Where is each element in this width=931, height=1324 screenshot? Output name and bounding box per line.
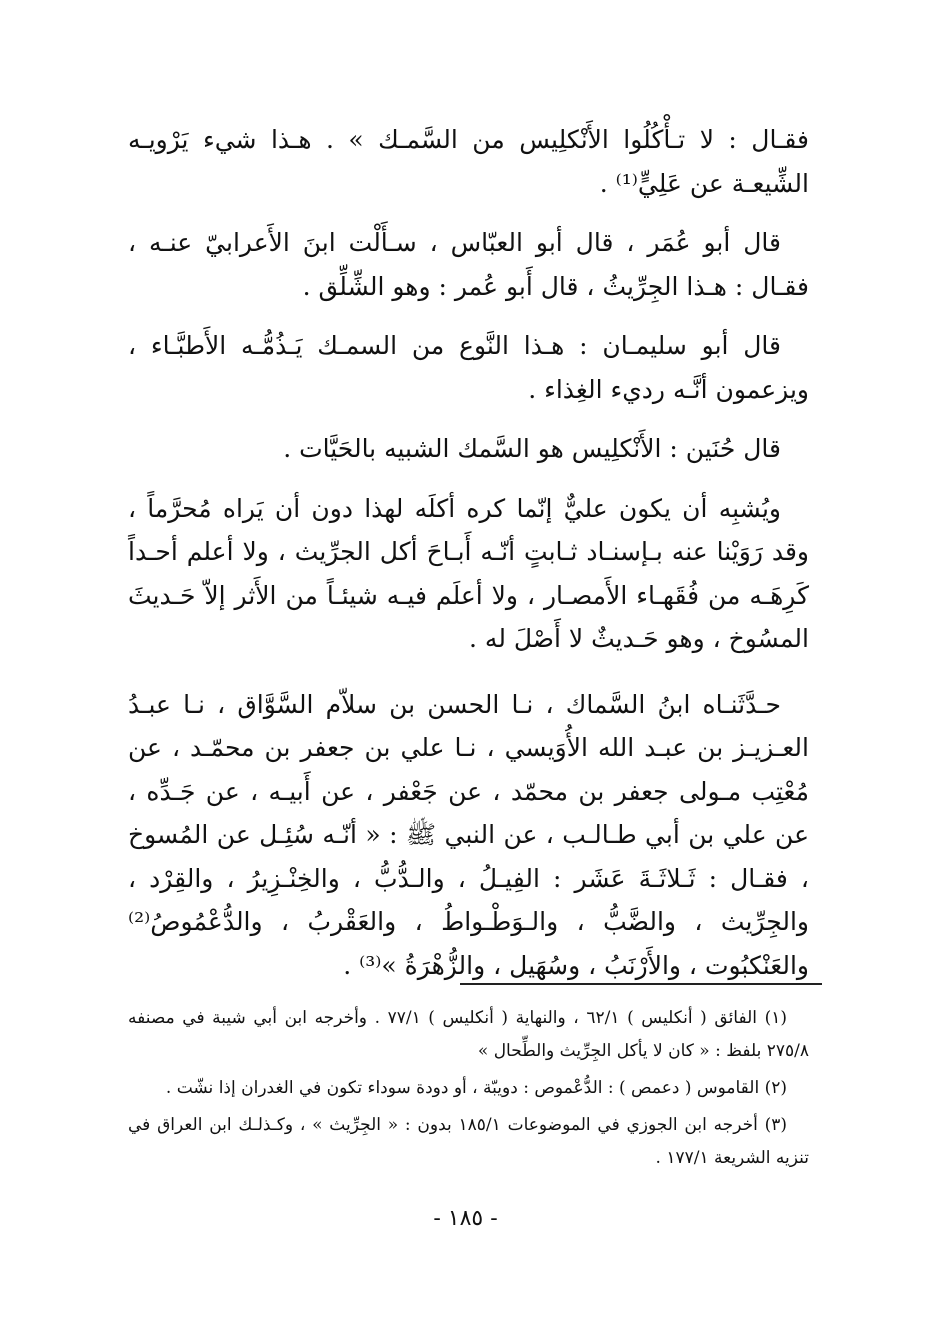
paragraph-2: قال أبو عُمَر ، قال أبو العبّاس ، سـأَلْت ابنَ الأَعرابيّ عنـه ، فقـال : هـذا الجِرِّيثُ ، قال أَبو عُمر : وهو الشِّلِّق . — [128, 228, 809, 301]
paragraph-3: قال أبو سليمـان : هـذا النَّوع من السمـك يَـذُمُّـه الأَطبَّـاء ، ويزعمون أنَّـه رديء الغِذاء . — [128, 331, 809, 404]
paragraph-6: حـدَّثَنـاه ابنُ السَّماك ، نـا الحسن بن سلاّم السَّوَّاق ، نـا عبـدُ العـزيـز بن عبـد الله الأُوَيسي ، نـا علي بن جعفر بن محمّـد ، عن مُعْتِب مـولى جعفر بن محمّد ، عن جَعْفر ، عن أَبيـه ، عن جَـدِّه ، عن علي بن أبي طـالـب ، عن النبي ﷺ : « أنّـه سُئِـل عن المُسوخ ، فقـال : ثَـلاثَـةَ عَشَر : الفِيـلُ ، والـدُّبُّ ، والخِنْـزِيرُ ، والقِرْد ، والجِرِّيث ، والضَّبُّ ، والـوَطْـواطُ ، والعَقْربُ ، والدُّعْمُوصُ⁽²⁾ والعَنْكبُوت ، والأَرْنَبُ ، وسُهَيل ، والزُّهْرَةُ »⁽³⁾ . — [128, 689, 809, 980]
footnote-separator — [460, 983, 822, 985]
paragraph-5: ويُشبِه أن يكون عليٌّ إنّما كره أكلَه لهذا دون أن يَراه مُحرَّماً ، وقد رَوَيْنا عنه بـإسنـاد ثـابتٍ أنّـه أَبـاحَ أكل الجرِّيث ، ولا أعلم أحـداً كَرِهَـه من فُقَهـاء الأَمصـار ، ولا أعلَم فيـه شيئـاً من الأَثر إلاّ حَـديثَ المسُوخ ، وهو حَـديثٌ لا أَصْلَ له . — [128, 493, 809, 653]
main-text — [128, 118, 809, 1003]
page-number: - ١٨٥ - — [433, 1206, 498, 1231]
footnote-1: (١) الفائق ( أنكليس ) ٦٢/١ ، والنهاية ( أنكليس ) ٧٧/١ . وأخرجه ابن أبي شيبة في مصنفه ٢٧٥/٨ بلفظ : « كان لا يأكل الجِرِّيث والطِّحال » — [128, 1008, 809, 1061]
footnote-3: (٣) أخرجه ابن الجوزي في الموضوعات ١٨٥/١ بدون : « الجِرِّيث » ، وكـذلـك ابن العراق في تنزيه الشريعة ١٧٧/١ . — [128, 1115, 809, 1168]
footnote-2: (٢) القاموس ( دعمص ) : الدُّعْموص : دويبّة ، أو دودة سوداء تكون في الغدران إذا نشّت . — [165, 1078, 787, 1098]
paragraph-4: قال حُنَين : الأَنْكلِيس هو السَّمك الشبيه بالحَيَّات . — [283, 434, 781, 463]
footnotes — [128, 1002, 809, 1179]
paragraph-1: فقـال : لا تـأْكُلُوا الأَنْكلِيس من السَّمـك » . هـذا شيء يَرْويـه الشِّيعـة عن عَلِيٍّ⁽¹⁾ . — [128, 125, 809, 198]
